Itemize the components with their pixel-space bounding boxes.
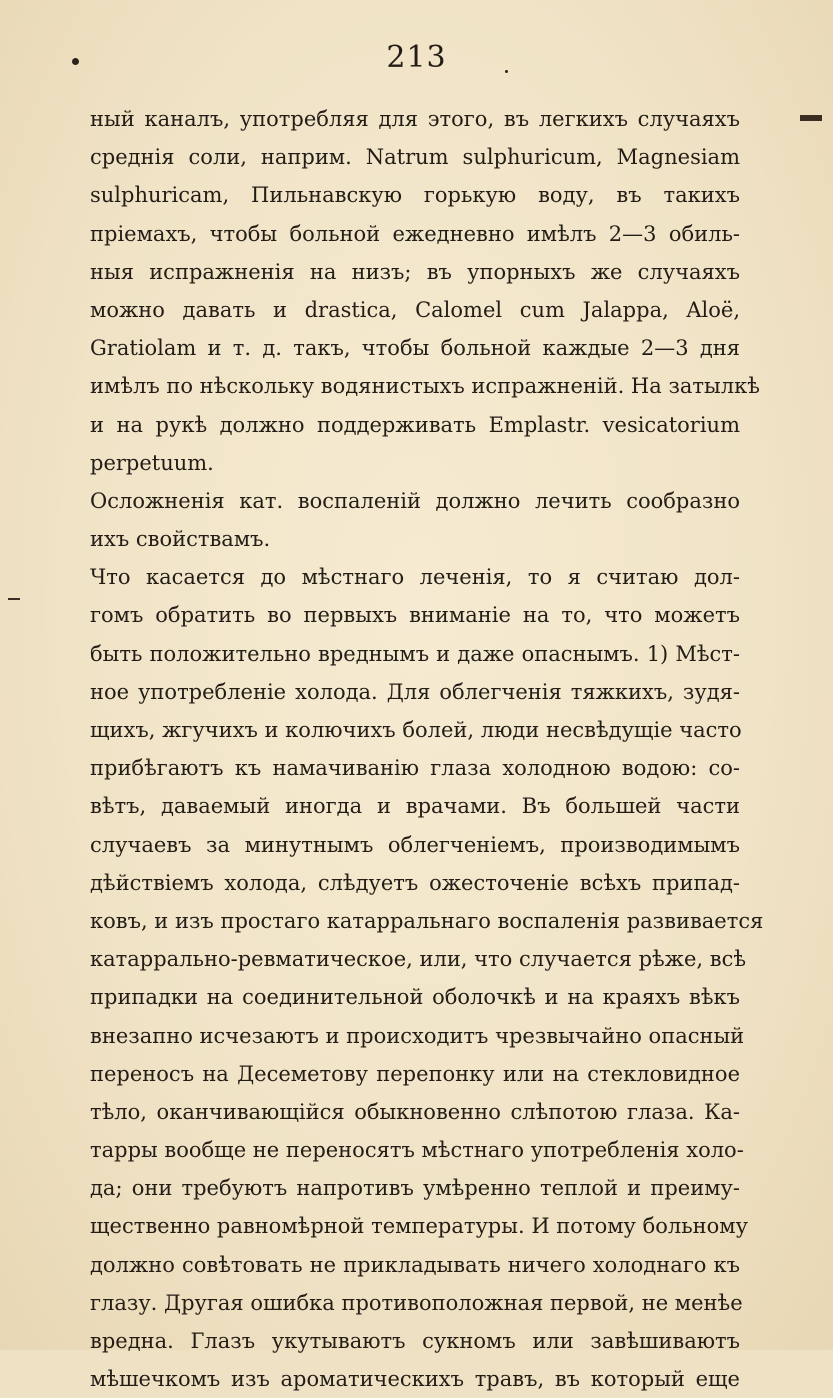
text-line: ихъ свойствамъ. <box>90 527 271 552</box>
page-edge-mark <box>8 598 20 600</box>
text-line: гомъ обратить во первыхъ вниманіе на то, что можетъ <box>90 603 740 628</box>
text-line: ное употребленіе холода. Для облегченія тяжкихъ, зудя- <box>90 679 740 704</box>
text-line: Что касается до мѣстнаго леченія, то я считаю дол- <box>90 565 740 590</box>
text-line: глазу. Другая ошибка противоположная первой, не менѣе <box>90 1290 743 1315</box>
text-line: случаевъ за минутнымъ облегченіемъ, производимымъ <box>90 832 740 857</box>
page-body-text <box>90 100 764 1398</box>
text-line: да; они требуютъ напротивъ умѣренно теплой и преиму- <box>90 1176 740 1201</box>
text-line: переносъ на Десеметову перепонку или на стекловидное <box>90 1061 740 1086</box>
page-edge-mark <box>800 115 822 121</box>
text-line: щихъ, жгучихъ и колючихъ болей, люди несвѣдущіе часто <box>90 718 742 742</box>
page-number: 213 <box>386 40 447 75</box>
text-line: должно совѣтовать не прикладывать ничего холоднаго къ <box>90 1252 740 1277</box>
text-line: ный каналъ, употребляя для этого, въ легкихъ случаяхъ <box>90 107 740 131</box>
text-line: дѣйствіемъ холода, слѣдуетъ ожесточеніе всѣхъ припад- <box>90 870 740 895</box>
text-line: Осложненія кат. воспаленій должно лечить сообразно <box>90 488 740 513</box>
text-line: быть положительно вреднымъ и даже опаснымъ. 1) Мѣст- <box>90 641 740 666</box>
text-line: припадки на соединительной оболочкѣ и на краяхъ вѣкъ <box>90 985 740 1010</box>
text-line: тарры вообще не переносятъ мѣстнаго употребленія холо- <box>90 1138 744 1163</box>
text-line: Gratiolam и т. д. такъ, чтобы больной каждые 2—3 дня <box>90 336 740 361</box>
text-line: среднія соли, наприм. Natrum sulphuricum, Magnesiam <box>90 145 740 170</box>
text-line: вредна. Глазъ укутываютъ сукномъ или завѣшиваютъ <box>90 1329 740 1353</box>
text-line: пріемахъ, чтобы больной ежедневно имѣлъ 2—3 обиль- <box>90 221 740 246</box>
text-line: тѣло, оканчивающійся обыкновенно слѣпотою глаза. Ка- <box>90 1099 740 1124</box>
text-line: щественно равномѣрной температуры. И потому больному <box>90 1214 748 1239</box>
text-line: ныя испражненія на низъ; въ упорныхъ же случаяхъ <box>90 259 740 284</box>
text-line: вѣтъ, даваемый иногда и врачами. Въ большей части <box>90 794 740 819</box>
text-line: sulphuricam, Пильнавскую горькую воду, въ такихъ <box>90 183 740 208</box>
text-line: perpetuum. <box>90 450 214 475</box>
text-line: и на рукѣ должно поддерживать Emplastr. vesicatorium <box>90 412 740 437</box>
text-line: внезапно исчезаютъ и происходитъ чрезвычайно опасный <box>90 1023 745 1048</box>
text-line: ковъ, и изъ простаго катарральнаго воспаленія развивается <box>90 908 764 933</box>
text-line: катаррально-ревматическое, или, что случается рѣже, всѣ <box>90 947 747 972</box>
text-line: мѣшечкомъ изъ ароматическихъ травъ, въ который еще <box>90 1367 740 1392</box>
text-line: прибѣгаютъ къ намачиванію глаза холодною водою: со- <box>90 756 740 781</box>
text-line: имѣлъ по нѣскольку водянистыхъ испражненій. На затылкѣ <box>90 374 760 399</box>
text-line: можно давать и drastica, Calomel cum Jalappa, Aloё, <box>90 297 740 322</box>
